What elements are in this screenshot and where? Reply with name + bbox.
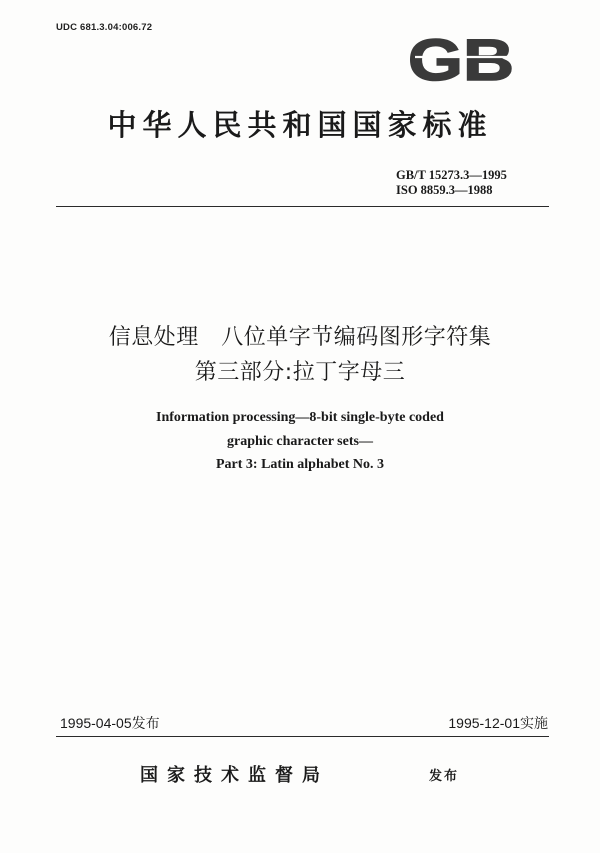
title-cn-line2: 第三部分:拉丁字母三	[194, 360, 406, 385]
publisher-name: 国家技术监督局	[140, 765, 329, 786]
top-divider	[56, 206, 549, 207]
title-en-line3: Part 3: Latin alphabet No. 3	[216, 457, 384, 472]
publish-label: 发布	[429, 769, 460, 784]
title-en-line1: Information processing—8-bit single-byte coded	[156, 410, 444, 425]
implementation-date: 1995-12-01实施	[448, 715, 548, 731]
gb-logo-text: GB	[408, 30, 514, 84]
udc-code: UDC 681.3.04:006.72	[56, 22, 153, 33]
standard-title: 中华人民共和国国家标准	[107, 108, 493, 142]
gb-logo-icon	[405, 30, 517, 84]
title-cn-line1: 信息处理 八位单字节编码图形字符集	[108, 325, 492, 350]
bottom-divider	[56, 736, 549, 737]
gb-code: GB/T 15273.3—1995	[396, 168, 507, 182]
standard-codes	[396, 168, 507, 198]
issue-date: 1995-04-05发布	[60, 715, 160, 731]
title-en-line2: graphic character sets—	[227, 434, 373, 449]
iso-code: ISO 8859.3—1988	[396, 183, 493, 197]
